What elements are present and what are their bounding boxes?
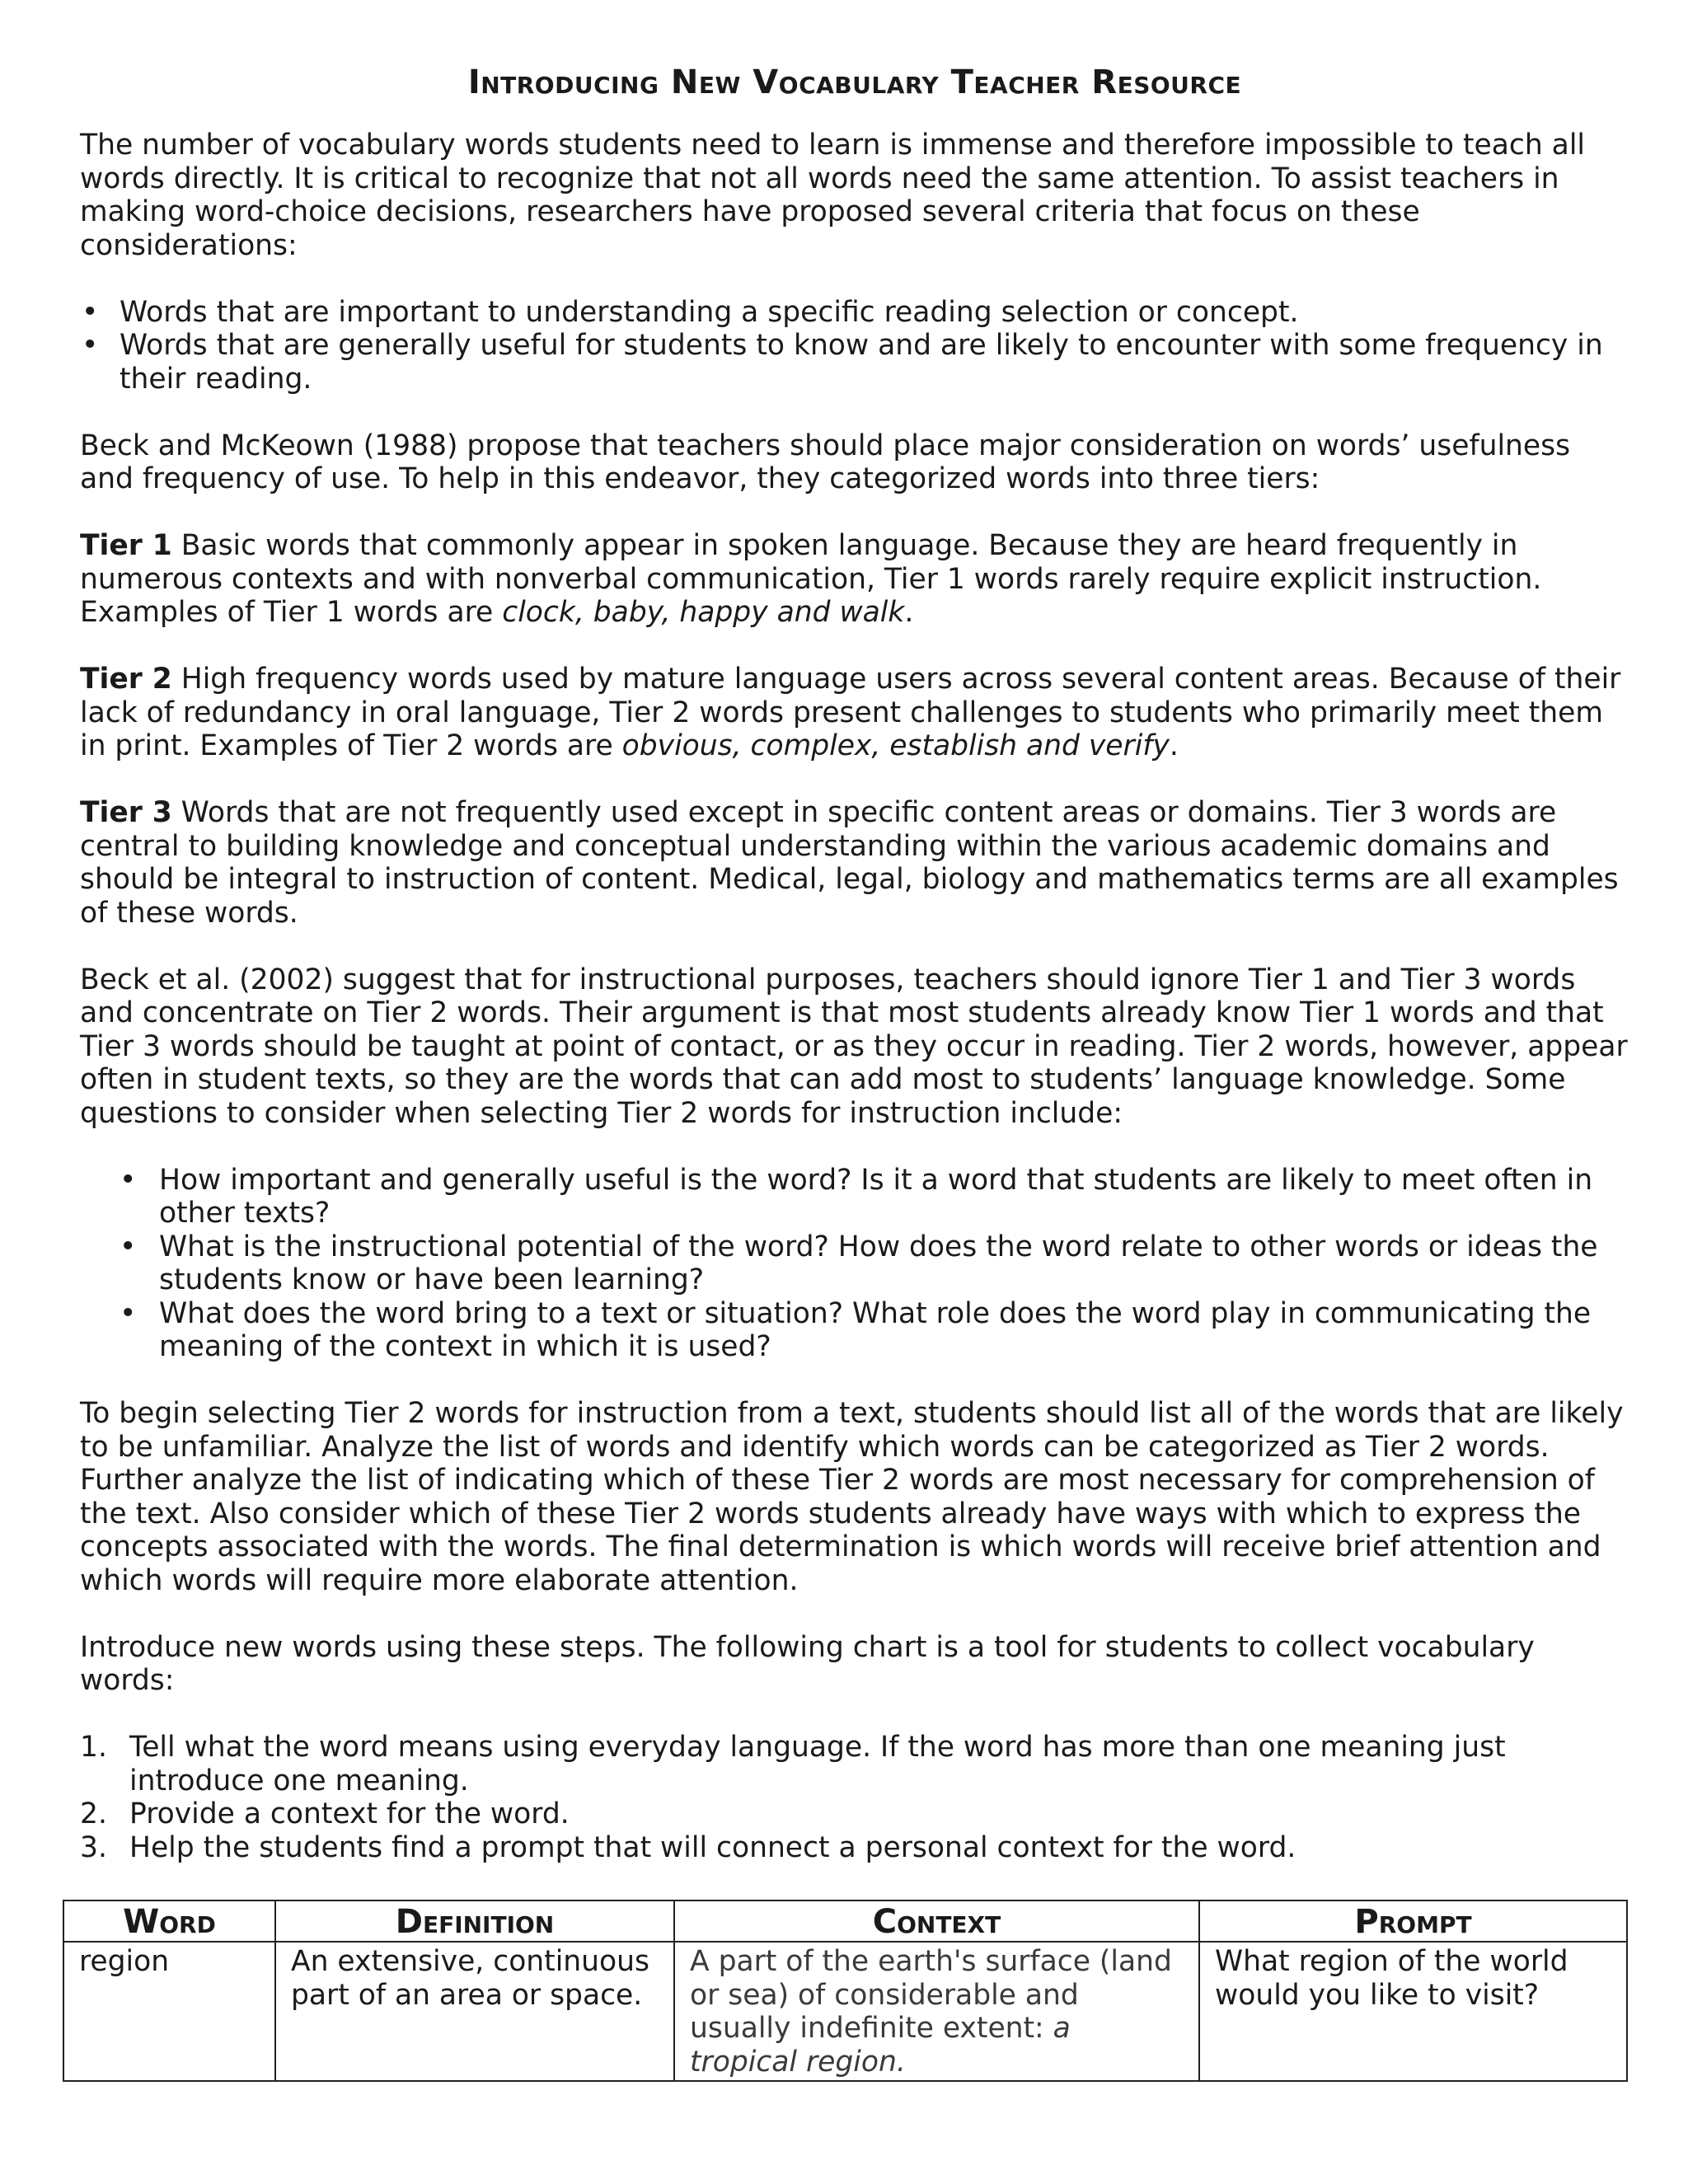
header-context: Context xyxy=(674,1900,1199,1942)
list-item: 3. Help the students find a prompt that will connect a personal context for the word. xyxy=(80,1830,1296,1864)
steps-list xyxy=(80,1731,1629,1864)
list-item: • What does the word bring to a text or situation? What role does the word play in communicating the meaning of the context in which it is used? xyxy=(120,1296,1592,1363)
bullet-icon: • xyxy=(120,1296,137,1330)
step-number: 3. xyxy=(80,1830,107,1864)
tier-1-paragraph: Tier 1 Basic words that commonly appear in spoken language. Because they are heard frequently in numerous contexts and with nonverbal communication, Tier 1 words rarely require explicit instruction. Examples of Tier 1 words are clock, baby, happy and walk. xyxy=(80,529,1542,629)
table-header-row xyxy=(63,1900,1627,1942)
document-page xyxy=(80,58,1629,1864)
tier-label: Tier 3 xyxy=(80,796,172,829)
header-definition: Definition xyxy=(275,1900,674,1942)
bullet-icon: • xyxy=(82,295,99,329)
step-number: 1. xyxy=(80,1731,107,1764)
list-item: 2. Provide a context for the word. xyxy=(80,1797,570,1830)
list-item: 1. Tell what the word means using everyday language. If the word has more than one meaning just introduce one meaning. xyxy=(80,1731,1506,1797)
header-word: Word xyxy=(63,1900,275,1942)
list-item: • Words that are generally useful for students to know and are likely to encounter with some frequency in their reading. xyxy=(82,329,1603,396)
tier-label: Tier 1 xyxy=(80,529,172,562)
list-item: • How important and generally useful is the word? Is it a word that students are likely to meet often in other texts? xyxy=(120,1163,1593,1230)
tier-label: Tier 2 xyxy=(80,663,172,696)
cell-context: A part of the earth's surface (land or sea) of considerable and usually indefinite extent: a tropical region. xyxy=(674,1942,1199,2081)
page-title: Introducing New Vocabulary Teacher Resource xyxy=(467,63,1242,101)
tier-examples: clock, baby, happy and walk xyxy=(502,596,905,629)
tier-3-paragraph: Tier 3 Words that are not frequently used except in specific content areas or domains. Tier 3 words are central to building knowledge and conceptual understanding within the various academic domains and should be integral to instruction of content. Medical, legal, biology and mathematics terms are all examples of these words. xyxy=(80,796,1619,930)
beck-2002-paragraph: Beck et al. (2002) suggest that for instructional purposes, teachers should ignore Tier 1 and Tier 3 words and concentrate on Tier 2 words. Their argument is that most students already know Tier 1 words and that Tier 3 words should be taught at point of contact, or as they occur in reading. Tier 2 words, however, appear often in student texts, so they are the words that can add most to students’ language knowledge. Some questions to consider when selecting Tier 2 words for instruction include: xyxy=(80,963,1628,1130)
table-row xyxy=(63,1942,1627,2081)
intro-paragraph: The number of vocabulary words students need to learn is immense and therefore impossible to teach all words directly. It is critical to recognize that not all words need the same attention. To assist teachers in making word-choice decisions, researchers have proposed several criteria that focus on these considerations: xyxy=(80,129,1585,262)
criteria-list xyxy=(80,296,1629,396)
list-item: • What is the instructional potential of the word? How does the word relate to other words or ideas the students know or have been learning? xyxy=(120,1230,1598,1296)
header-prompt: Prompt xyxy=(1199,1900,1627,1942)
bullet-icon: • xyxy=(82,329,99,362)
introduce-paragraph: Introduce new words using these steps. The following chart is a tool for students to collect vocabulary words: xyxy=(80,1630,1535,1697)
tier-2-paragraph: Tier 2 High frequency words used by mature language users across several content areas. Because of their lack of redundancy in oral language, Tier 2 words present challenges to students who primarily meet them in print. Examples of Tier 2 words are obvious, complex, establish and verify. xyxy=(80,663,1621,762)
cell-prompt: What region of the world would you like to visit? xyxy=(1199,1942,1627,2081)
bullet-icon: • xyxy=(120,1163,137,1197)
beck-mckeown-paragraph: Beck and McKeown (1988) propose that teachers should place major consideration on words’ usefulness and frequency of use. To help in this endeavor, they categorized words into three tiers: xyxy=(80,429,1571,495)
step-number: 2. xyxy=(80,1797,107,1830)
vocabulary-chart xyxy=(63,1900,1628,2082)
list-item: • Words that are important to understanding a specific reading selection or concept. xyxy=(82,295,1299,329)
cell-definition: An extensive, continuous part of an area or space. xyxy=(275,1942,674,2081)
questions-list xyxy=(80,1164,1629,1364)
context-example: a tropical region. xyxy=(690,2012,1071,2079)
cell-word: region xyxy=(63,1942,275,2081)
bullet-icon: • xyxy=(120,1230,137,1263)
selecting-paragraph: To begin selecting Tier 2 words for instruction from a text, students should list all of the words that are likely to be unfamiliar. Analyze the list of words and identify which words can be categorized as Tier 2 words. Further analyze the list of indicating which of these Tier 2 words are most necessary for comprehension of the text. Also consider which of these Tier 2 words students already have ways with which to express the concepts associated with the words. The final determination is which words will receive brief attention and which words will require more elaborate attention. xyxy=(80,1397,1624,1597)
tier-examples: obvious, complex, establish and verify xyxy=(621,729,1170,762)
